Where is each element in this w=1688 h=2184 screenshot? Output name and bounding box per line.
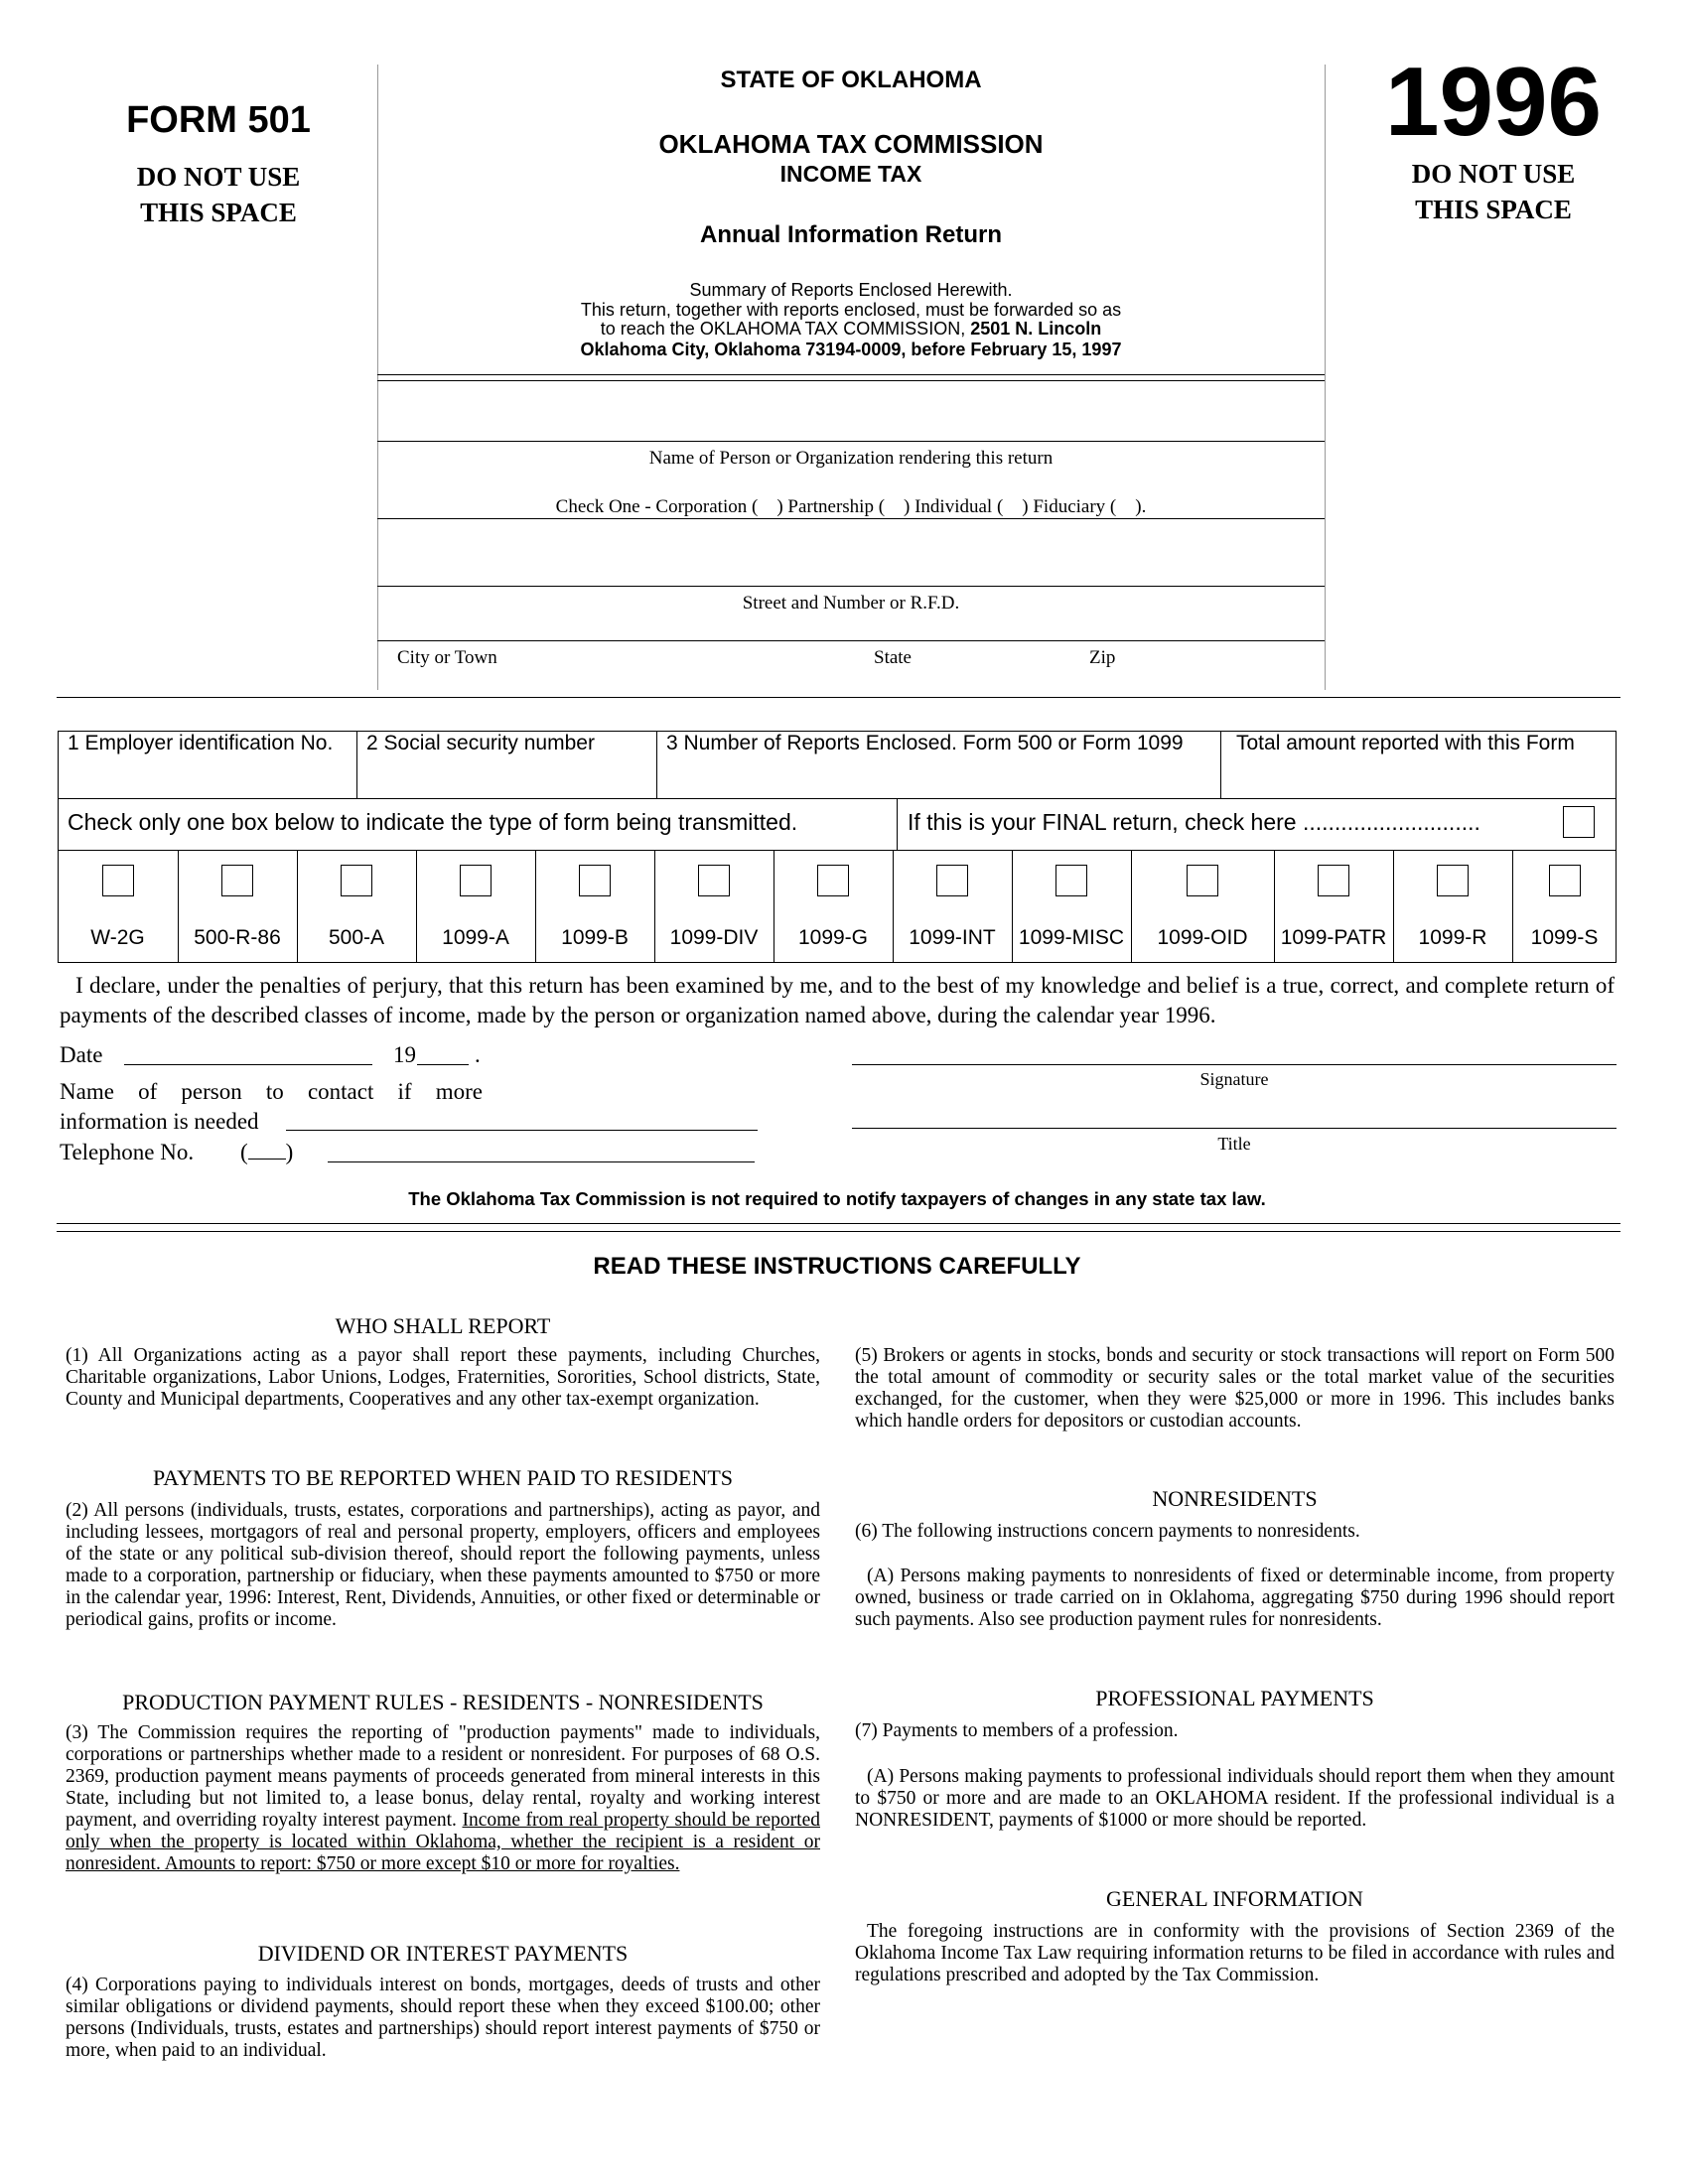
form-type-checkbox-1099-b[interactable] xyxy=(579,865,611,896)
form-type-checkbox-1099-misc[interactable] xyxy=(1055,865,1087,896)
city-label[interactable]: City or Town xyxy=(397,647,497,668)
form-type-checkbox-1099-int[interactable] xyxy=(936,865,968,896)
form-type-checkbox-w-2g[interactable] xyxy=(102,865,134,896)
date-label: Date xyxy=(60,1042,103,1067)
grid-row-1-divider xyxy=(58,798,1617,799)
who-shall-report-heading: WHO SHALL REPORT xyxy=(335,1313,551,1338)
form-type-checkbox-1099-g[interactable] xyxy=(817,865,849,896)
do-not-use-left-line-2: THIS SPACE xyxy=(140,198,297,227)
payer-name-field[interactable] xyxy=(379,383,1323,439)
return-title: Annual Information Return xyxy=(700,221,1002,248)
form-type-checkbox-500-a[interactable] xyxy=(341,865,372,896)
payer-top-rule-2 xyxy=(377,380,1325,381)
professional-payments-text: (A) Persons making payments to professional individuals should report them when they amount to $750 or more and are made to an OKLAHOMA resident. If the professional individual is a NONRESIDENT, payments of $1000 or more should be reported. xyxy=(855,1766,1615,1831)
form-type-label: 500-A xyxy=(328,926,385,949)
form-type-label: 1099-PATR xyxy=(1280,926,1387,949)
payments-to-residents-text: (2) All persons (individuals, trusts, estates, corporations and partnerships), acting as payor, and including lessees, mortgagors of real and personal property, employers, officers and employees of the state or any political sub-division thereof, should report the following payments, unless made to a corporation, partnership or fiduciary, when these payments amounted to $750 or more in the calendar year, 1996: Interest, Rent, Dividends, Annuities, or other fixed or determinable or periodical gains, profits or income. xyxy=(66,1500,820,1630)
do-not-use-right-line-1: DO NOT USE xyxy=(1411,159,1576,189)
entity-type-rule xyxy=(377,518,1325,519)
declaration-text: I declare, under the penalties of perjury, that this return has been examined by me, and to the best of my knowledge and belief is a true, correct, and complete return of payments of the described classes of income, made by the person or organization named above, during the calendar year 1996. xyxy=(60,973,1615,1027)
general-information-text: The foregoing instructions are in conformity with the provisions of Section 2369 of the Oklahoma Income Tax Law requiring information returns to be filed in accordance with rules and regulations prescribed and adopted by the Tax Commission. xyxy=(855,1921,1615,1985)
instructions-top-rule-1 xyxy=(57,1223,1620,1224)
date-year-field[interactable] xyxy=(417,1064,469,1065)
reach-line xyxy=(377,319,1325,340)
contact-name-field[interactable] xyxy=(286,1130,758,1131)
grid-col-divider xyxy=(656,731,657,798)
agency-address: 2501 N. Lincoln xyxy=(970,319,1102,339)
grid-row-2-divider xyxy=(58,850,1617,851)
state-heading: STATE OF OKLAHOMA xyxy=(720,67,982,93)
instructions-top-rule-2 xyxy=(57,1231,1620,1232)
form-type-label: 1099-G xyxy=(797,926,869,949)
form-type-label: 1099-DIV xyxy=(669,926,759,949)
street-rule xyxy=(377,586,1325,587)
title-label: Title xyxy=(1217,1134,1251,1154)
deadline-line: Oklahoma City, Oklahoma 73194-0009, before February 15, 1997 xyxy=(580,340,1122,359)
form-type-label: 1099-S xyxy=(1530,926,1599,949)
form-type-checkbox-1099-div[interactable] xyxy=(698,865,730,896)
grid-col-divider xyxy=(1220,731,1221,798)
form-year: 1996 xyxy=(1384,47,1602,156)
state-label[interactable]: State xyxy=(874,647,912,668)
contact-label-line-1: Name of person to contact if more xyxy=(60,1079,483,1104)
production-payment-text xyxy=(66,1722,820,1875)
do-not-use-left-line-1: DO NOT USE xyxy=(136,162,301,192)
production-payment-body: (3) The Commission requires the reporting of "production payments" made to individuals, corporations or partnerships whether made to a resident or nonresident. For purposes of 68 O.S. 2369, production payment means payments of proceeds generated from mineral interests in this State, including but not limited to, a lease bonus, delay rental, royalty and working interest payment, and overriding royalty interest payment. xyxy=(66,1722,820,1831)
form-type-label: 1099-OID xyxy=(1157,926,1248,949)
city-rule xyxy=(377,640,1325,641)
brokers-text: (5) Brokers or agents in stocks, bonds and security or stock transactions will report on Form 500 the total amount of commodity or security sales or the total market value of the securities exchanged, for the customer, when they were $25,000 or more in 1996. This includes banks which handle orders for depositors or custodian accounts. xyxy=(855,1345,1615,1432)
ein-field[interactable]: 1 Employer identification No. xyxy=(68,732,334,754)
signature-field[interactable] xyxy=(852,1064,1617,1065)
form-type-checkbox-1099-oid[interactable] xyxy=(1187,865,1218,896)
general-information-heading: GENERAL INFORMATION xyxy=(1106,1886,1363,1911)
production-payment-heading: PRODUCTION PAYMENT RULES - RESIDENTS - NONRESIDENTS xyxy=(122,1690,764,1714)
nonresidents-intro: (6) The following instructions concern payments to nonresidents. xyxy=(855,1521,1360,1542)
telephone-field[interactable] xyxy=(328,1161,755,1162)
final-return-label: If this is your FINAL return, check here ............................ xyxy=(908,809,1480,835)
form-type-instruction: Check only one box below to indicate the type of form being transmitted. xyxy=(68,809,798,835)
form-type-checkbox-1099-patr[interactable] xyxy=(1318,865,1349,896)
street-label: Street and Number or R.F.D. xyxy=(742,593,960,614)
nonresidents-heading: NONRESIDENTS xyxy=(1152,1486,1318,1511)
payer-name-label: Name of Person or Organization rendering this return xyxy=(648,448,1054,469)
num-reports-field[interactable]: 3 Number of Reports Enclosed. Form 500 or Form 1099 xyxy=(666,732,1184,754)
dividend-interest-heading: DIVIDEND OR INTEREST PAYMENTS xyxy=(257,1941,629,1966)
reach-line-text: to reach the OKLAHOMA TAX COMMISSION, xyxy=(600,319,971,339)
payer-name-rule xyxy=(377,441,1325,442)
form-number: FORM 501 xyxy=(126,99,311,141)
do-not-use-right-line-2: THIS SPACE xyxy=(1415,195,1572,224)
form-type-checkbox-500-r-86[interactable] xyxy=(221,865,253,896)
date-period: . xyxy=(475,1042,481,1067)
telephone-label: Telephone No. xyxy=(60,1140,195,1164)
ssn-field[interactable]: 2 Social security number xyxy=(366,732,595,754)
professional-payments-intro: (7) Payments to members of a profession. xyxy=(855,1720,1179,1741)
notice-line: The Oklahoma Tax Commission is not required to notify taxpayers of changes in any state tax law. xyxy=(408,1188,1266,1209)
form-type-checkbox-1099-a[interactable] xyxy=(460,865,492,896)
date-year-prefix: 19 xyxy=(393,1042,416,1067)
grid-col-divider xyxy=(356,731,357,798)
contact-label-line-2: information is needed xyxy=(60,1109,259,1134)
agency-heading: OKLAHOMA TAX COMMISSION xyxy=(658,129,1044,159)
production-payment-underlined: Income from real property should be reported only when the property is located within Oklahoma, whether the recipient is a resident or nonresident. Amounts to report: $750 or more except $10 or more for royalties. xyxy=(66,1810,820,1874)
form-type-checkbox-1099-s[interactable] xyxy=(1549,865,1581,896)
who-shall-report-text: (1) All Organizations acting as a payor shall report these payments, including Churches, Charitable organizations, Labor Unions, Lodges, Fraternities, Sororities, School districts, State, County and Municipal departments, Cooperatives and any other tax-exempt organization. xyxy=(66,1345,820,1410)
form-type-label: 1099-INT xyxy=(909,926,996,949)
summary-line: Summary of Reports Enclosed Herewith. xyxy=(689,280,1013,300)
title-field[interactable] xyxy=(852,1128,1617,1129)
street-field[interactable] xyxy=(379,521,1323,583)
signature-label: Signature xyxy=(1199,1069,1269,1089)
professional-payments-heading: PROFESSIONAL PAYMENTS xyxy=(1095,1686,1374,1710)
header-bottom-rule xyxy=(57,697,1620,698)
payments-to-residents-heading: PAYMENTS TO BE REPORTED WHEN PAID TO RESIDENTS xyxy=(152,1465,734,1490)
form-type-label: 1099-A xyxy=(442,926,509,949)
form-type-label: 1099-MISC xyxy=(1018,926,1125,949)
form-type-label: 500-R-86 xyxy=(194,926,281,949)
final-return-checkbox[interactable] xyxy=(1563,806,1595,838)
form-type-label: 1099-R xyxy=(1418,926,1487,949)
entity-type-check-one[interactable]: Check One - Corporation ( ) Partnership ( ) Individual ( ) Fiduciary ( ). xyxy=(555,496,1147,517)
tax-type-heading: INCOME TAX xyxy=(779,161,922,187)
form-type-label: W-2G xyxy=(90,926,145,949)
grid-col-divider xyxy=(897,798,898,850)
instructions-title: READ THESE INSTRUCTIONS CAREFULLY xyxy=(593,1253,1081,1280)
form-type-checkbox-1099-r[interactable] xyxy=(1437,865,1469,896)
payer-top-rule-1 xyxy=(377,374,1325,375)
date-field[interactable] xyxy=(124,1064,372,1065)
form-type-label: 1099-B xyxy=(561,926,629,949)
telephone-area-code[interactable]: ( ) xyxy=(240,1140,294,1164)
header-right-divider xyxy=(1325,65,1326,690)
zip-label[interactable]: Zip xyxy=(1089,647,1116,668)
dividend-interest-text: (4) Corporations paying to individuals interest on bonds, mortgages, deeds of trusts and other similar obligations or dividend payments, should report these when they exceed $100.00; other persons (Individuals, trusts, estates and partnerships) should report interest payments of $750 or more, when paid to an individual. xyxy=(66,1975,820,2061)
nonresidents-text: (A) Persons making payments to nonresidents of fixed or determinable income, from property owned, business or trade carried on in Oklahoma, aggregating $750 during 1996 should report such payments. Also see production payment rules for nonresidents. xyxy=(855,1566,1615,1630)
total-amount-field[interactable]: Total amount reported with this Form xyxy=(1236,732,1575,754)
forward-line: This return, together with reports enclosed, must be forwarded so as xyxy=(580,300,1122,320)
